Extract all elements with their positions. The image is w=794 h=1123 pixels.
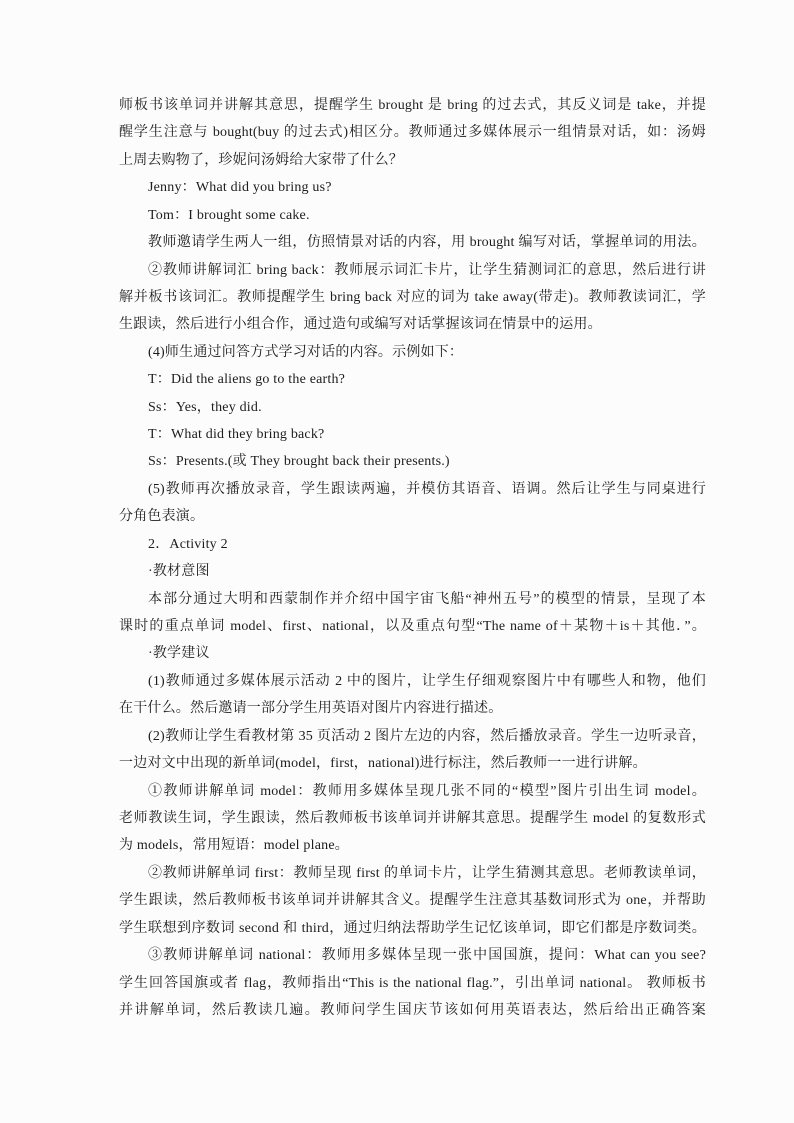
paragraph-line: 课时的重点单词 model、first、national，以及重点句型“The name of＋某物＋is＋其他．”。 [119,619,706,635]
paragraph-line: 并讲解单词，然后教读几遍。教师问学生国庆节该如何用英语表达，然后给出正确答案 [119,1002,706,1018]
paragraph-line: (2)教师让学生看教材第 35 页活动 2 图片左边的内容，然后播放录音。学生一边听录音， [148,728,706,744]
paragraph-line: ②教师讲解词汇 bring back：教师展示词汇卡片，让学生猜测词汇的意思，然后进行讲 [148,262,706,278]
paragraph-line: 老师教读生词，学生跟读，然后教师板书该单词并讲解其意思。提醒学生 model 的复数形式 [119,810,706,826]
paragraph-line: (5)教师再次播放录音，学生跟读两遍，并模仿其语音、语调。然后让学生与同桌进行 [148,481,706,497]
paragraph-line: 解并板书该词汇。教师提醒学生 bring back 对应的词为 take away(带走)。教师教读词汇，学 [119,289,706,305]
paragraph-line: ①教师讲解单词 model：教师用多媒体呈现几张不同的“模型”图片引出生词 model。 [148,783,706,799]
paragraph-line: 生跟读，然后进行小组合作，通过造句或编写对话掌握该词在情景中的运用。 [119,317,602,333]
paragraph-line: 在干什么。然后邀请一部分学生用英语对图片内容进行描述。 [119,701,503,717]
paragraph-line: 分角色表演。 [119,509,205,525]
dialogue-line-teacher: T：Did the aliens go to the earth? [148,372,346,388]
paragraph-line: 为 models，常用短语：model plane。 [119,838,349,854]
activity-2-heading: 2．Activity 2 [148,536,228,552]
document-text-block [119,92,706,1024]
paragraph-line: 学生回答国旗或者 flag，教师指出“This is the national flag.”，引出单词 national。 教师板书 [119,975,706,991]
paragraph-line: 教师邀请学生两人一组，仿照情景对话的内容，用 brought 编写对话，掌握单词的用法。 [148,235,706,251]
paragraph-line: (1)教师通过多媒体展示活动 2 中的图片，让学生仔细观察图片中有哪些人和物，他们 [148,673,706,689]
dialogue-line-teacher: T：What did they bring back? [148,427,325,443]
dialogue-line-students: Ss：Yes，they did. [148,399,262,415]
material-intent-heading: ·教材意图 [148,564,210,580]
paragraph-line: 醒学生注意与 bought(buy 的过去式)相区分。教师通过多媒体展示一组情景对话，如：汤姆 [119,125,706,141]
paragraph-line: (4)师生通过问答方式学习对话的内容。示例如下： [148,344,464,360]
paragraph-line: ③教师讲解单词 national：教师用多媒体呈现一张中国国旗，提问：What can you see? [148,948,706,964]
paragraph-line: 本部分通过大明和西蒙制作并介绍中国宇宙飞船“神州五号”的模型的情景，呈现了本 [148,591,706,607]
paragraph-line: 一边对文中出现的新单词(model，first，national)进行标注，然后教师一一进行讲解。 [119,756,647,772]
paragraph-line: 学生联想到序数词 second 和 third，通过归纳法帮助学生记忆该单词，即它们都是序数词类。 [119,920,706,936]
teaching-suggestion-heading: ·教学建议 [148,646,210,662]
paragraph-line: ②教师讲解单词 first：教师呈现 first 的单词卡片，让学生猜测其意思。老师教读单词， [148,865,706,881]
dialogue-line-tom: Tom：I brought some cake. [148,207,310,223]
paragraph-line: 学生跟读，然后教师板书该单词并讲解其含义。提醒学生注意其基数词形式为 one，并帮助 [119,893,706,909]
dialogue-line-students: Ss：Presents.(或 They brought back their presents.) [148,454,450,470]
paragraph-line: 师板书该单词并讲解其意思，提醒学生 brought 是 bring 的过去式，其反义词是 take，并提 [119,98,706,113]
paragraph-line: 上周去购物了，珍妮问汤姆给大家带了什么？ [119,152,403,168]
dialogue-line-jenny: Jenny：What did you bring us? [148,180,332,196]
